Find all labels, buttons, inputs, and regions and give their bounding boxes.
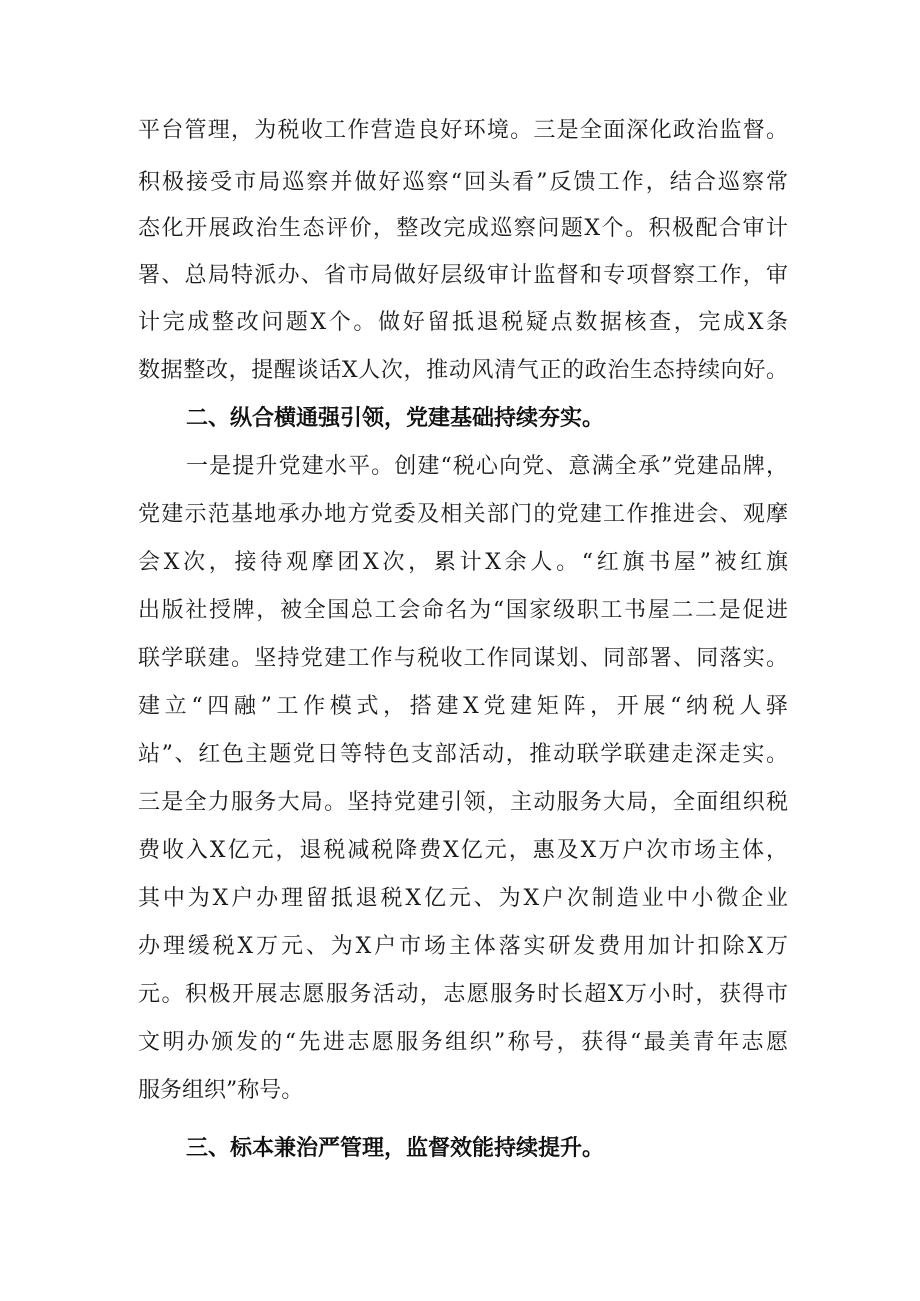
text-line: 会X次，接待观摩团X次，累计X余人。“红旗书屋”被红旗 (138, 550, 788, 575)
text-line: 三是全力服务大局。坚持党建引领，主动服务大局，全面组织税 (138, 790, 788, 815)
section-heading: 二、纵合横通强引领，党建基础持续夯实。 (186, 406, 605, 431)
text-line: 站”、红色主题党日等特色支部活动，推动联学联建走深走实。 (138, 742, 788, 767)
text-line: 一是提升党建水平。创建“税心向党、意满全承”党建品牌， (186, 454, 788, 479)
text-line: 办理缓税X万元、为X户市场主体落实研发费用加计扣除X万 (138, 934, 788, 959)
text-line: 积极接受市局巡察并做好巡察“回头看”反馈工作，结合巡察常 (138, 170, 788, 195)
text-line: 元。积极开展志愿服务活动，志愿服务时长超X万小时，获得市 (138, 982, 788, 1007)
section-heading: 三、标本兼治严管理，监督效能持续提升。 (186, 1136, 605, 1161)
text-line: 态化开展政治生态评价，整改完成巡察问题X个。积极配合审计 (138, 216, 788, 241)
text-line: 服务组织”称号。 (138, 1078, 304, 1103)
text-line: 党建示范基地承办地方党委及相关部门的党建工作推进会、观摩 (138, 502, 788, 527)
text-line: 计完成整改问题X个。做好留抵退税疑点数据核查，完成X条 (138, 310, 788, 335)
text-line: 数据整改，提醒谈话X人次，推动风清气正的政治生态持续向好。 (138, 358, 788, 383)
text-line: 费收入X亿元，退税减税降费X亿元，惠及X万户次市场主体， (138, 838, 788, 863)
text-line: 文明办颁发的“先进志愿服务组织”称号，获得“最美青年志愿 (138, 1030, 788, 1055)
text-line: 建立“四融”工作模式，搭建X党建矩阵，开展“纳税人驿 (138, 694, 788, 719)
text-line: 其中为X户办理留抵退税X亿元、为X户次制造业中小微企业 (138, 886, 788, 911)
text-line: 平台管理，为税收工作营造良好环境。三是全面深化政治监督。 (138, 118, 788, 143)
text-line: 联学联建。坚持党建工作与税收工作同谋划、同部署、同落实。 (138, 646, 788, 671)
text-line: 署、总局特派办、省市局做好层级审计监督和专项督察工作，审 (138, 263, 788, 288)
text-line: 出版社授牌，被全国总工会命名为“国家级职工书屋二二是促进 (138, 598, 788, 623)
